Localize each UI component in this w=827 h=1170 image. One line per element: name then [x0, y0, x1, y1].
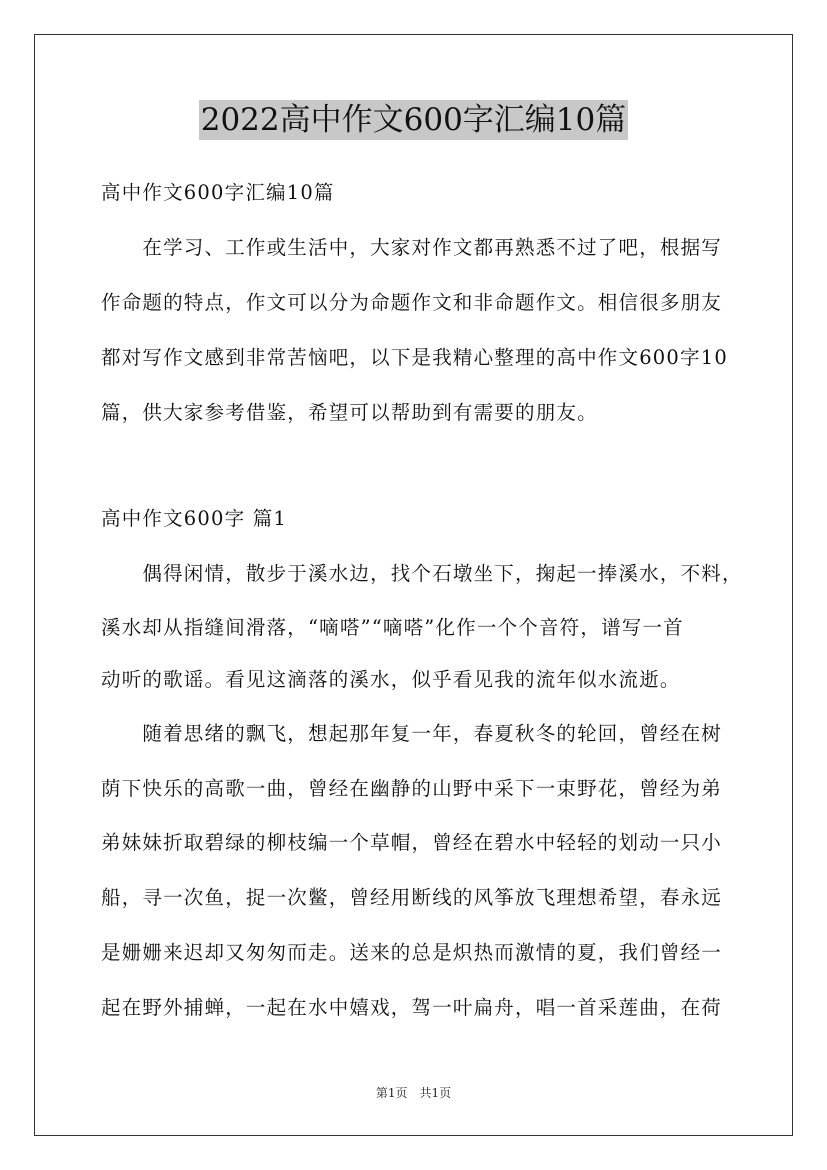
body-line: 溪水却从指缝间滑落，“嘀嗒”“嘀嗒”化作一个个音符，谱写一首	[101, 616, 684, 639]
intro-line: 在学习、工作或生活中，大家对作文都再熟悉不过了吧，根据写	[101, 236, 723, 259]
body-line: 动听的歌谣。看见这滴落的溪水，似乎看见我的流年似水流逝。	[101, 668, 681, 691]
body-line: 起在野外捕蝉，一起在水中嬉戏，驾一叶扁舟，唱一首采莲曲，在荷	[101, 996, 723, 1019]
title-container	[0, 100, 827, 140]
document-subtitle: 高中作文600字汇编10篇	[101, 181, 335, 204]
intro-line: 篇，供大家参考借鉴，希望可以帮助到有需要的朋友。	[101, 401, 598, 424]
body-line: 荫下快乐的高歌一曲，曾经在幽静的山野中采下一束野花，曾经为弟	[101, 777, 723, 800]
intro-line: 都对写作文感到非常苦恼吧，以下是我精心整理的高中作文600字10	[101, 346, 728, 369]
document-title: 2022高中作文600字汇编10篇	[200, 102, 627, 138]
body-line: 是姗姗来迟却又匆匆而走。送来的总是炽热而激情的夏，我们曾经一	[101, 941, 723, 964]
body-line: 弟妹妹折取碧绿的柳枝编一个草帽，曾经在碧水中轻轻的划动一只小	[101, 831, 723, 854]
body-line: 随着思绪的飘飞，想起那年复一年，春夏秋冬的轮回，曾经在树	[101, 722, 723, 745]
intro-line: 作命题的特点，作文可以分为命题作文和非命题作文。相信很多朋友	[101, 291, 723, 314]
page-footer: 第1页 共1页	[375, 1086, 452, 1100]
body-line: 偶得闲情，散步于溪水边，找个石墩坐下，掬起一捧溪水，不料，	[101, 562, 743, 585]
body-line: 船，寻一次鱼，捉一次鳖，曾经用断线的风筝放飞理想希望，春永远	[101, 886, 723, 909]
section-heading: 高中作文600字 篇1	[101, 507, 288, 530]
